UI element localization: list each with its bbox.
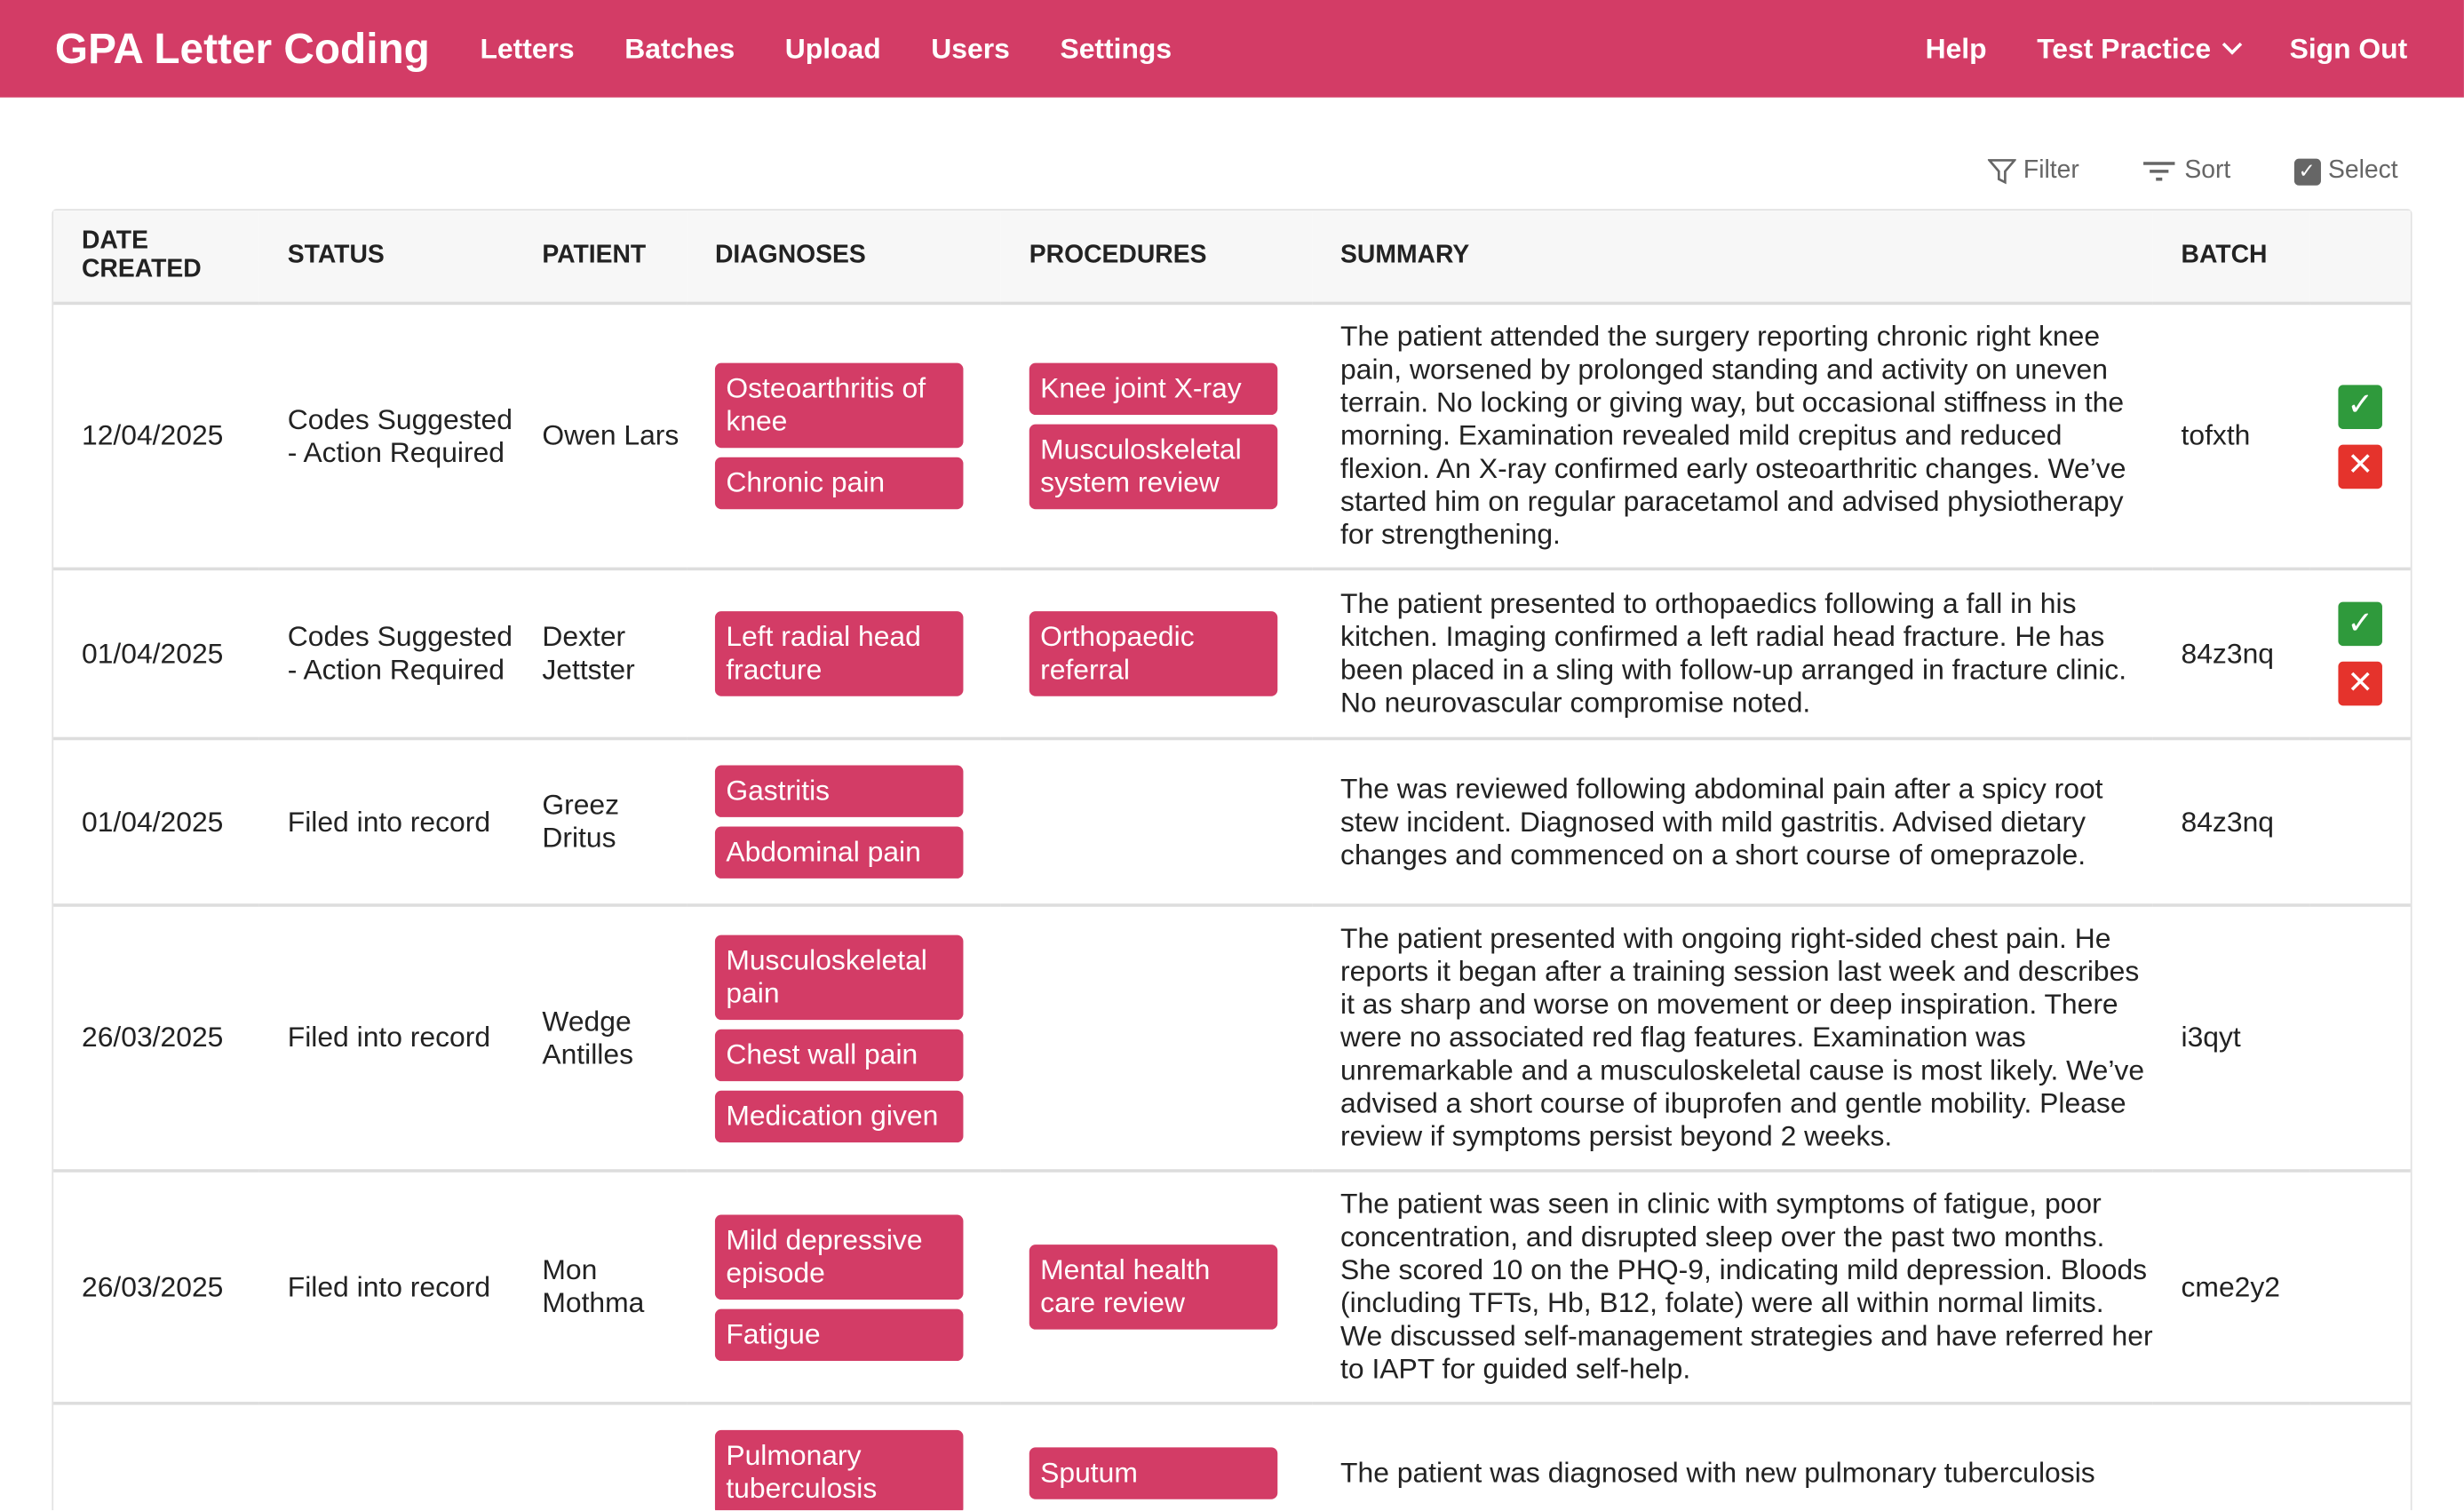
diagnoses-cell xyxy=(687,303,1001,569)
diagnosis-tag[interactable]: Fatigue xyxy=(715,1308,964,1360)
col-status[interactable]: STATUS xyxy=(259,211,514,303)
close-icon: ✕ xyxy=(2347,665,2374,701)
table-row[interactable] xyxy=(53,303,2411,569)
diagnosis-tag[interactable]: Mild depressive episode xyxy=(715,1214,964,1300)
check-icon: ✓ xyxy=(2347,605,2374,640)
date-cell: 12/04/2025 xyxy=(53,303,259,569)
diagnosis-tag[interactable]: Chest wall pain xyxy=(715,1029,964,1080)
procedure-tag[interactable]: Knee joint X-ray xyxy=(1029,363,1278,415)
checkbox-icon: ✓ xyxy=(2293,158,2320,185)
actions-cell xyxy=(2310,1404,2411,1510)
date-cell: 01/04/2025 xyxy=(53,738,259,905)
nav-users[interactable]: Users xyxy=(931,32,1010,64)
diagnosis-tag[interactable]: Osteoarthritis of knee xyxy=(715,363,964,449)
col-diagnoses[interactable]: DIAGNOSES xyxy=(687,211,1001,303)
select-label: Select xyxy=(2327,156,2398,184)
diagnosis-tag[interactable]: Chronic pain xyxy=(715,457,964,509)
date-cell xyxy=(53,1404,259,1510)
table-row[interactable] xyxy=(53,1171,2411,1404)
actions-cell xyxy=(2310,1171,2411,1404)
table-row[interactable] xyxy=(53,1404,2411,1510)
summary-cell: The patient presented to orthopaedics following a fall in his kitchen. Imaging confirmed a left radial head fracture. He has been placed in a sling with follow-up arranged in fracture clinic. No neurovascular compromise noted. xyxy=(1312,569,2152,738)
reject-button[interactable] xyxy=(2338,444,2382,489)
reject-button[interactable] xyxy=(2338,662,2382,706)
nav-upload[interactable]: Upload xyxy=(784,32,881,64)
batch-cell: tofxth xyxy=(2153,303,2310,569)
summary-cell: The patient was diagnosed with new pulmonary tuberculosis xyxy=(1312,1404,2152,1510)
date-cell: 01/04/2025 xyxy=(53,569,259,738)
summary-cell: The was reviewed following abdominal pain after a spicy root stew incident. Diagnosed with mild gastritis. Advised dietary changes and commenced on a short course of omeprazole. xyxy=(1312,738,2152,905)
procedure-tag[interactable]: Mental health care review xyxy=(1029,1245,1278,1330)
user-nav xyxy=(1875,32,2464,65)
batch-cell xyxy=(2153,1404,2310,1510)
status-cell: Codes Suggested - Action Required xyxy=(259,569,514,738)
col-procedures[interactable]: PROCEDURES xyxy=(1001,211,1312,303)
table-toolbar xyxy=(1987,157,2397,186)
approve-button[interactable] xyxy=(2338,385,2382,429)
select-button[interactable] xyxy=(2293,157,2398,186)
table-row[interactable] xyxy=(53,738,2411,905)
procedures-cell xyxy=(1001,303,1312,569)
diagnosis-tag[interactable]: Musculoskeletal pain xyxy=(715,934,964,1020)
filter-label: Filter xyxy=(2023,156,2079,184)
table-row[interactable] xyxy=(53,569,2411,738)
help-link[interactable]: Help xyxy=(1925,32,1987,64)
practice-label: Test Practice xyxy=(2037,32,2212,64)
diagnosis-tag[interactable]: Gastritis xyxy=(715,766,964,817)
sort-icon xyxy=(2142,159,2177,184)
col-summary[interactable]: SUMMARY xyxy=(1312,211,2152,303)
diagnoses-cell xyxy=(687,738,1001,905)
patient-cell: Mon Mothma xyxy=(513,1171,687,1404)
actions-cell xyxy=(2310,569,2411,738)
col-date-created[interactable]: DATE CREATED xyxy=(53,211,259,303)
date-cell: 26/03/2025 xyxy=(53,905,259,1171)
table-row[interactable] xyxy=(53,905,2411,1171)
actions-cell xyxy=(2310,738,2411,905)
nav-settings[interactable]: Settings xyxy=(1060,32,1172,64)
diagnosis-tag[interactable]: Left radial head fracture xyxy=(715,611,964,696)
date-cell: 26/03/2025 xyxy=(53,1171,259,1404)
patient-cell: Owen Lars xyxy=(513,303,687,569)
nav-letters[interactable]: Letters xyxy=(480,32,575,64)
diagnoses-cell xyxy=(687,905,1001,1171)
diagnoses-cell xyxy=(687,1171,1001,1404)
diagnoses-cell xyxy=(687,569,1001,738)
filter-button[interactable] xyxy=(1987,157,2079,186)
procedures-cell xyxy=(1001,1404,1312,1510)
top-nav-bar xyxy=(0,0,2464,98)
patient-cell: Greez Dritus xyxy=(513,738,687,905)
patient-cell: Wedge Antilles xyxy=(513,905,687,1171)
diagnosis-tag[interactable]: Pulmonary tuberculosis xyxy=(715,1430,964,1510)
sort-button[interactable] xyxy=(2142,157,2231,186)
status-cell xyxy=(259,1404,514,1510)
batch-cell: 84z3nq xyxy=(2153,738,2310,905)
close-icon: ✕ xyxy=(2347,448,2374,483)
procedures-cell xyxy=(1001,569,1312,738)
procedure-tag[interactable]: Musculoskeletal system review xyxy=(1029,425,1278,510)
approve-button[interactable] xyxy=(2338,602,2382,647)
actions-cell xyxy=(2310,303,2411,569)
chevron-down-icon xyxy=(2222,35,2243,55)
diagnosis-tag[interactable]: Abdominal pain xyxy=(715,827,964,879)
practice-dropdown[interactable] xyxy=(2037,32,2239,65)
table-header-row xyxy=(53,211,2411,303)
summary-cell: The patient attended the surgery reporting chronic right knee pain, worsened by prolonged standing and activity on uneven terrain. No locking or giving way, but occasional stiffness in the morning. Examination revealed mild crepitus and reduced flexion. An X-ray confirmed early osteoarthritic changes. We’ve started him on regular paracetamol and advised physiotherapy for strengthening. xyxy=(1312,303,2152,569)
summary-cell: The patient was seen in clinic with symptoms of fatigue, poor concentration, and disrupted sleep over the past two months. She scored 10 on the PHQ-9, indicating mild depression. Bloods (including TFTs, Hb, B12, folate) were all within normal limits. We discussed self-management strategies and have referred her to IAPT for guided self-help. xyxy=(1312,1171,2152,1404)
summary-cell: The patient presented with ongoing right-sided chest pain. He reports it began after a training session last week and describes it as sharp and worse on movement or deep inspiration. There were no associated red flag features. Examination was unremarkable and a musculoskeletal cause is most likely. We’ve advised a short course of ibuprofen and gentle mobility. Please review if symptoms persist beyond 2 weeks. xyxy=(1312,905,2152,1171)
col-actions xyxy=(2310,211,2411,303)
app-title[interactable]: GPA Letter Coding xyxy=(54,24,430,72)
nav-batches[interactable]: Batches xyxy=(624,32,735,64)
status-cell: Filed into record xyxy=(259,738,514,905)
batch-cell: 84z3nq xyxy=(2153,569,2310,738)
procedures-cell xyxy=(1001,905,1312,1171)
sort-label: Sort xyxy=(2184,156,2231,184)
diagnosis-tag[interactable]: Medication given xyxy=(715,1090,964,1141)
procedure-tag[interactable]: Sputum xyxy=(1029,1446,1278,1498)
status-cell: Filed into record xyxy=(259,905,514,1171)
sign-out-link[interactable]: Sign Out xyxy=(2289,32,2408,64)
patient-cell: Dexter Jettster xyxy=(513,569,687,738)
procedures-cell xyxy=(1001,1171,1312,1404)
letters-table xyxy=(52,209,2412,1510)
procedures-cell xyxy=(1001,738,1312,905)
main-nav xyxy=(455,32,1196,65)
actions-cell xyxy=(2310,905,2411,1171)
status-cell: Codes Suggested - Action Required xyxy=(259,303,514,569)
col-batch[interactable]: BATCH xyxy=(2153,211,2310,303)
batch-cell: cme2y2 xyxy=(2153,1171,2310,1404)
patient-cell xyxy=(513,1404,687,1510)
col-patient[interactable]: PATIENT xyxy=(513,211,687,303)
filter-icon xyxy=(1987,157,2015,186)
diagnoses-cell xyxy=(687,1404,1001,1510)
status-cell: Filed into record xyxy=(259,1171,514,1404)
check-icon: ✓ xyxy=(2347,387,2374,423)
procedure-tag[interactable]: Orthopaedic referral xyxy=(1029,611,1278,696)
batch-cell: i3qyt xyxy=(2153,905,2310,1171)
